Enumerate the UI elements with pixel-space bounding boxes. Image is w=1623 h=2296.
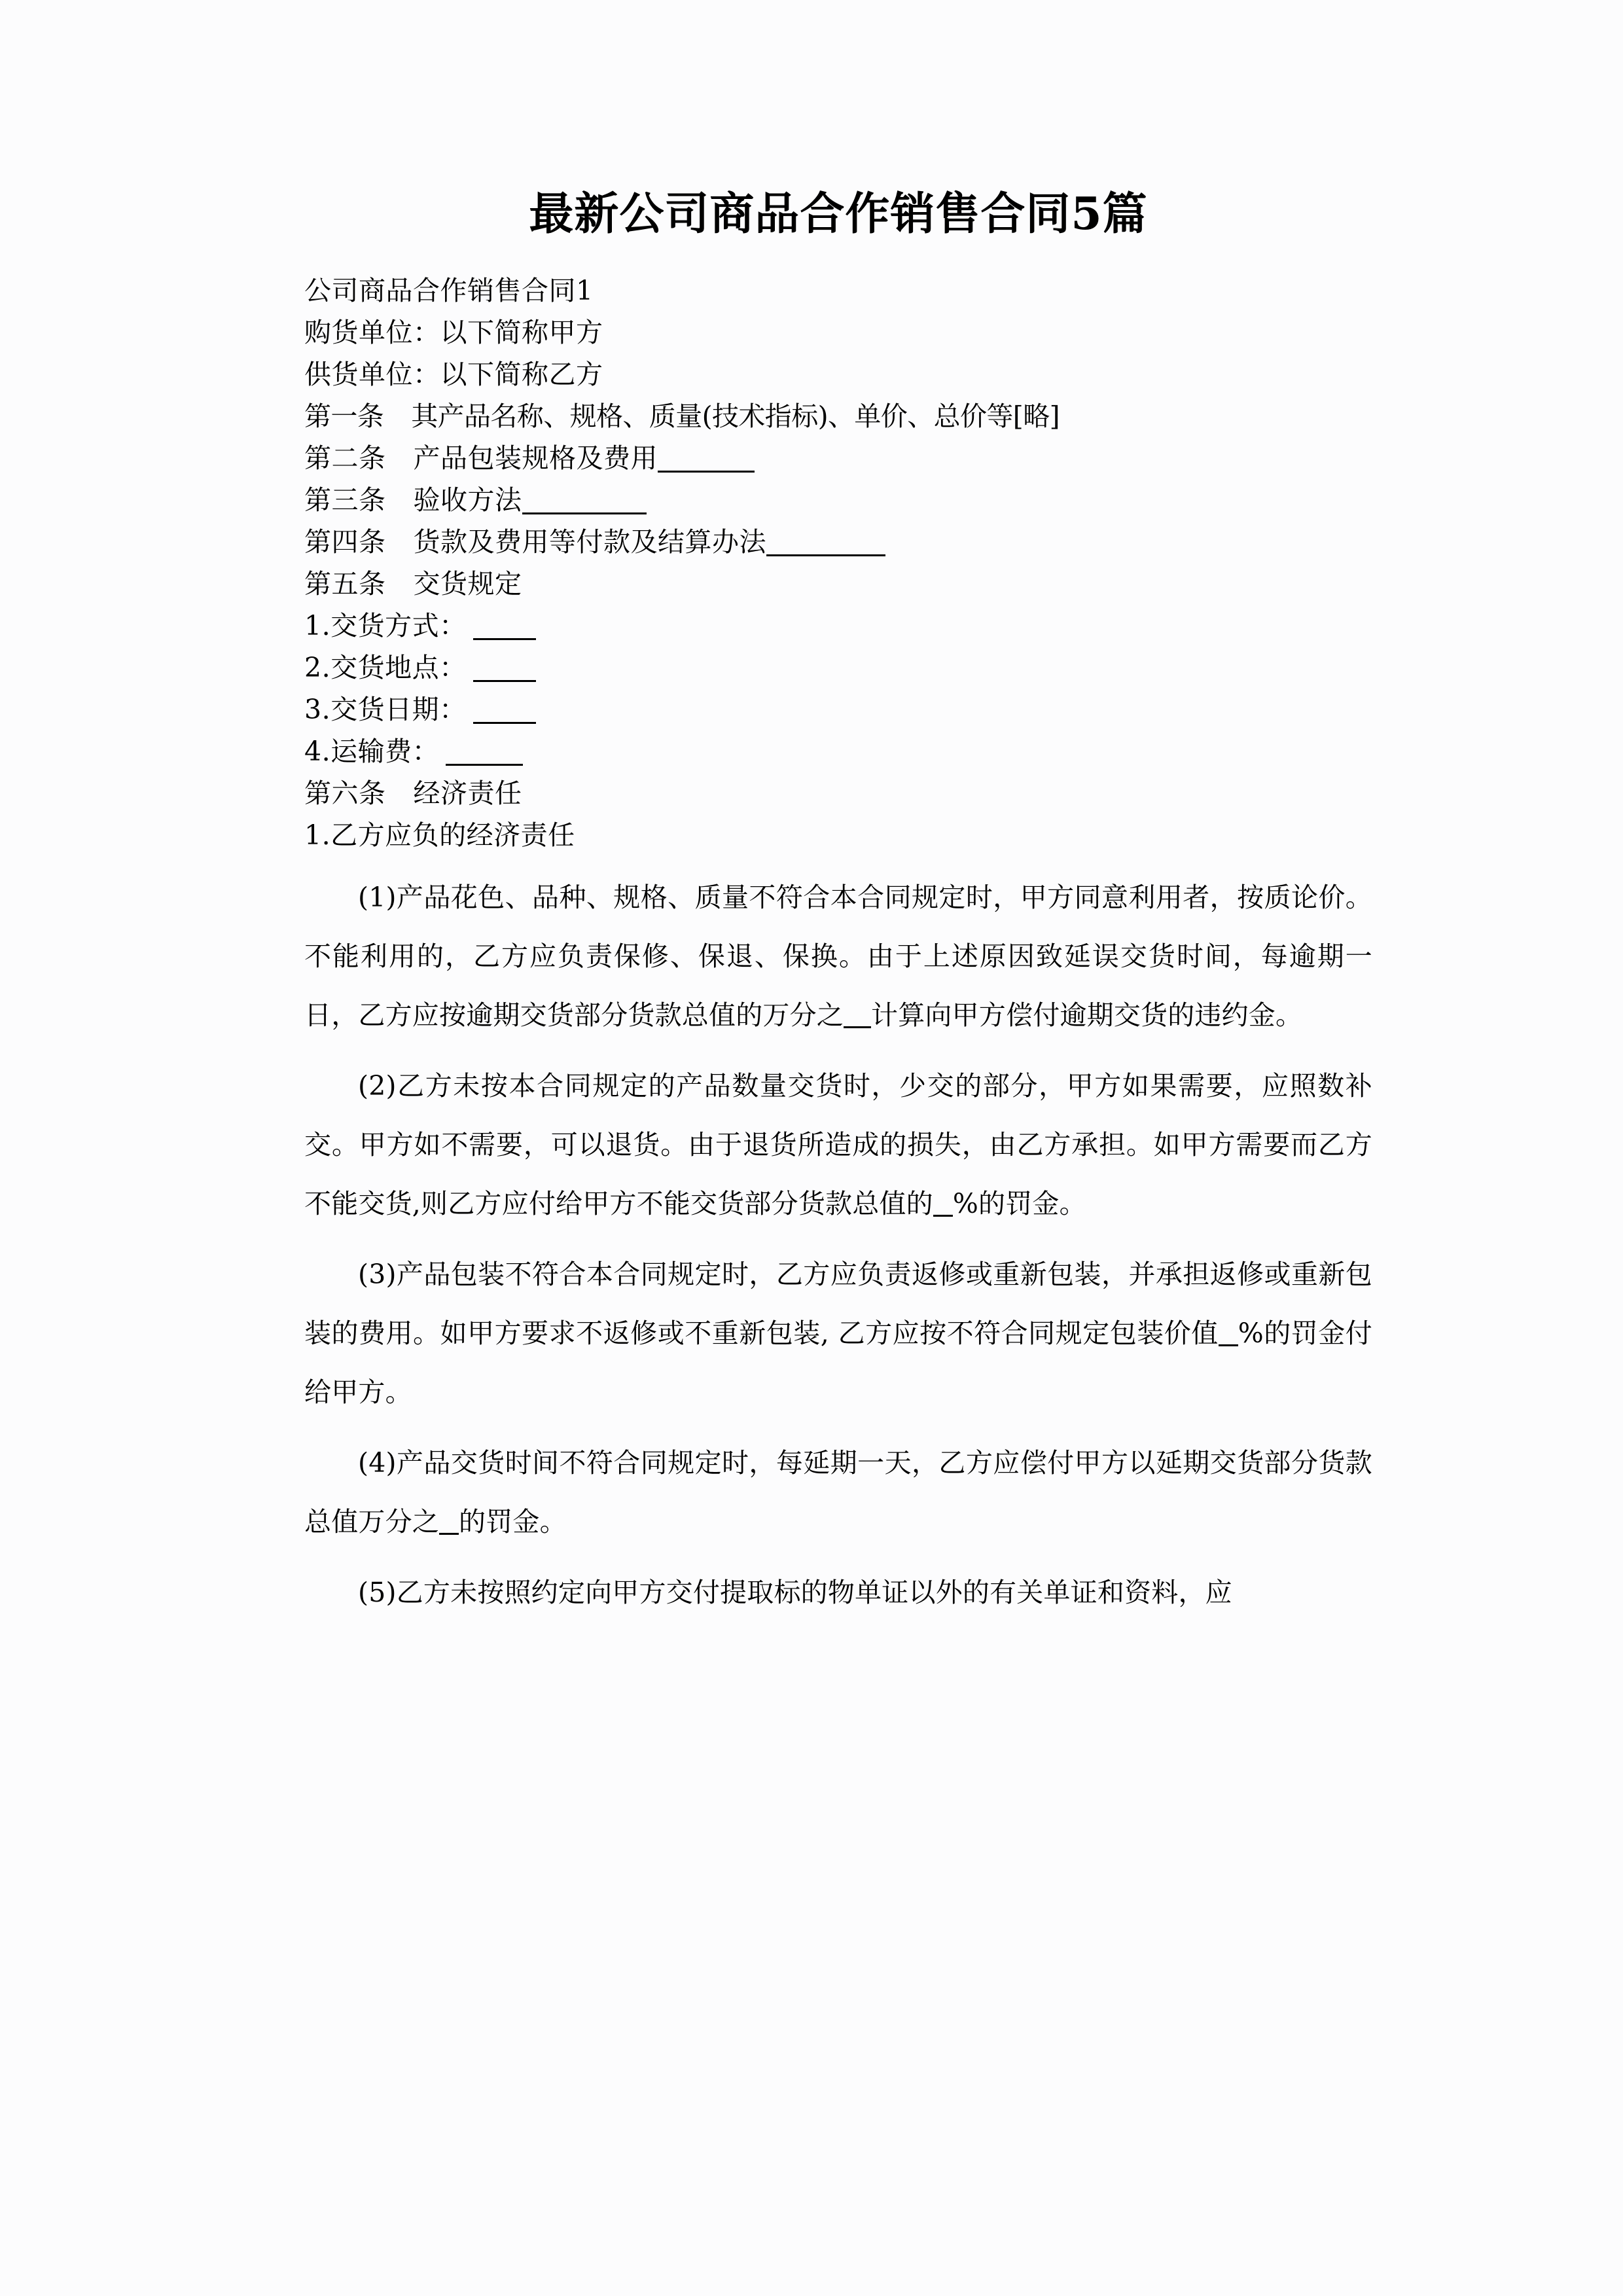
delivery-item-3	[304, 689, 1372, 730]
responsibility-item-4-blank[interactable]	[439, 1517, 459, 1535]
responsibility-item-1-blank[interactable]	[844, 1011, 871, 1028]
page-title: 最新公司商品合作销售合同5篇	[529, 188, 1148, 240]
clause-1-number: 第一条	[304, 401, 384, 433]
responsibility-item-3	[304, 1245, 1372, 1422]
delivery-item-4-blank[interactable]	[446, 744, 523, 766]
clause-1-text: 其产品名称、规格、质量(技术指标)、单价、总价等[略]	[411, 401, 1060, 433]
clause-3-blank[interactable]	[522, 493, 647, 514]
clause-3	[304, 479, 1372, 521]
responsibility-item-5	[304, 1563, 1372, 1622]
clause-2-number: 第二条	[304, 442, 386, 475]
clause-3-number: 第三条	[304, 484, 386, 516]
responsibility-item-3-text-b: %的罚金付给甲方。	[304, 1318, 1372, 1408]
clause-5-text: 交货规定	[413, 568, 522, 600]
delivery-item-1-blank[interactable]	[473, 619, 536, 640]
clause-1	[304, 395, 1372, 437]
delivery-item-4-label: 4.运输费：	[304, 736, 440, 768]
responsibility-item-2-text-a: (2)乙方未按本合同规定的产品数量交货时，少交的部分，甲方如果需要，应照数补交。甲方如不需要，可以退货。由于退货所造成的损失，由乙方承担。如甲方需要而乙方不能交货,则乙方应付给甲方不能交货部分货款总值的	[304, 1070, 1372, 1220]
party-seller: 供货单位：以下简称乙方	[304, 359, 603, 391]
clause-2-text: 产品包装规格及费用	[413, 442, 658, 475]
clause-6-number: 第六条	[304, 778, 386, 810]
responsibility-item-4-text-a: (4)产品交货时间不符合同规定时，每延期一天，乙方应偿付甲方以延期交货部分货款总值万分之	[304, 1447, 1372, 1538]
delivery-item-3-blank[interactable]	[473, 702, 536, 724]
responsibility-item-2-text-b: %的罚金。	[952, 1188, 1086, 1220]
clause-3-text: 验收方法	[413, 484, 522, 516]
responsibility-item-4-text-b: 的罚金。	[459, 1506, 567, 1538]
delivery-item-2-blank[interactable]	[473, 660, 536, 682]
clause-4	[304, 521, 1372, 563]
clause-5	[304, 563, 1372, 605]
responsibility-item-2-blank[interactable]	[933, 1199, 953, 1217]
clause-5-number: 第五条	[304, 568, 386, 600]
responsibility-item-5-text-a: (5)乙方未按照约定向甲方交付提取标的物单证以外的有关单证和资料，应	[358, 1577, 1232, 1609]
responsibility-item-4	[304, 1433, 1372, 1551]
clause-2-blank[interactable]	[658, 451, 755, 473]
responsibility-heading: 1.乙方应负的经济责任	[304, 819, 575, 852]
delivery-item-1-label: 1.交货方式：	[304, 610, 467, 642]
responsibility-item-1-text-b: 计算向甲方偿付逾期交货的违约金。	[871, 999, 1303, 1031]
delivery-item-3-label: 3.交货日期：	[304, 694, 467, 726]
party-buyer: 购货单位：以下简称甲方	[304, 317, 603, 349]
document-content	[304, 0, 1372, 1622]
clause-4-blank[interactable]	[766, 535, 885, 556]
responsibility-item-1-text-a: (1)产品花色、品种、规格、质量不符合本合同规定时，甲方同意利用者，按质论价。不能利用的，乙方应负责保修、保退、保换。由于上述原因致延误交货时间，每逾期一日，乙方应按逾期交货部分货款总值的万分之	[304, 882, 1372, 1031]
delivery-item-1	[304, 605, 1372, 647]
clause-6	[304, 772, 1372, 814]
clause-6-text: 经济责任	[413, 778, 522, 810]
document-subtitle: 公司商品合作销售合同1	[304, 275, 594, 307]
delivery-item-2	[304, 647, 1372, 689]
delivery-item-4	[304, 730, 1372, 772]
clause-4-text: 货款及费用等付款及结算办法	[413, 526, 766, 558]
responsibility-item-1	[304, 868, 1372, 1045]
delivery-item-2-label: 2.交货地点：	[304, 652, 467, 684]
responsibility-item-2	[304, 1056, 1372, 1233]
responsibility-item-3-text-a: (3)产品包装不符合本合同规定时，乙方应负责返修或重新包装，并承担返修或重新包装的费用。如甲方要求不返修或不重新包装, 乙方应按不符合同规定包装价值	[304, 1259, 1372, 1350]
responsibility-item-3-blank[interactable]	[1219, 1329, 1238, 1346]
clause-4-number: 第四条	[304, 526, 386, 558]
clause-2	[304, 437, 1372, 479]
